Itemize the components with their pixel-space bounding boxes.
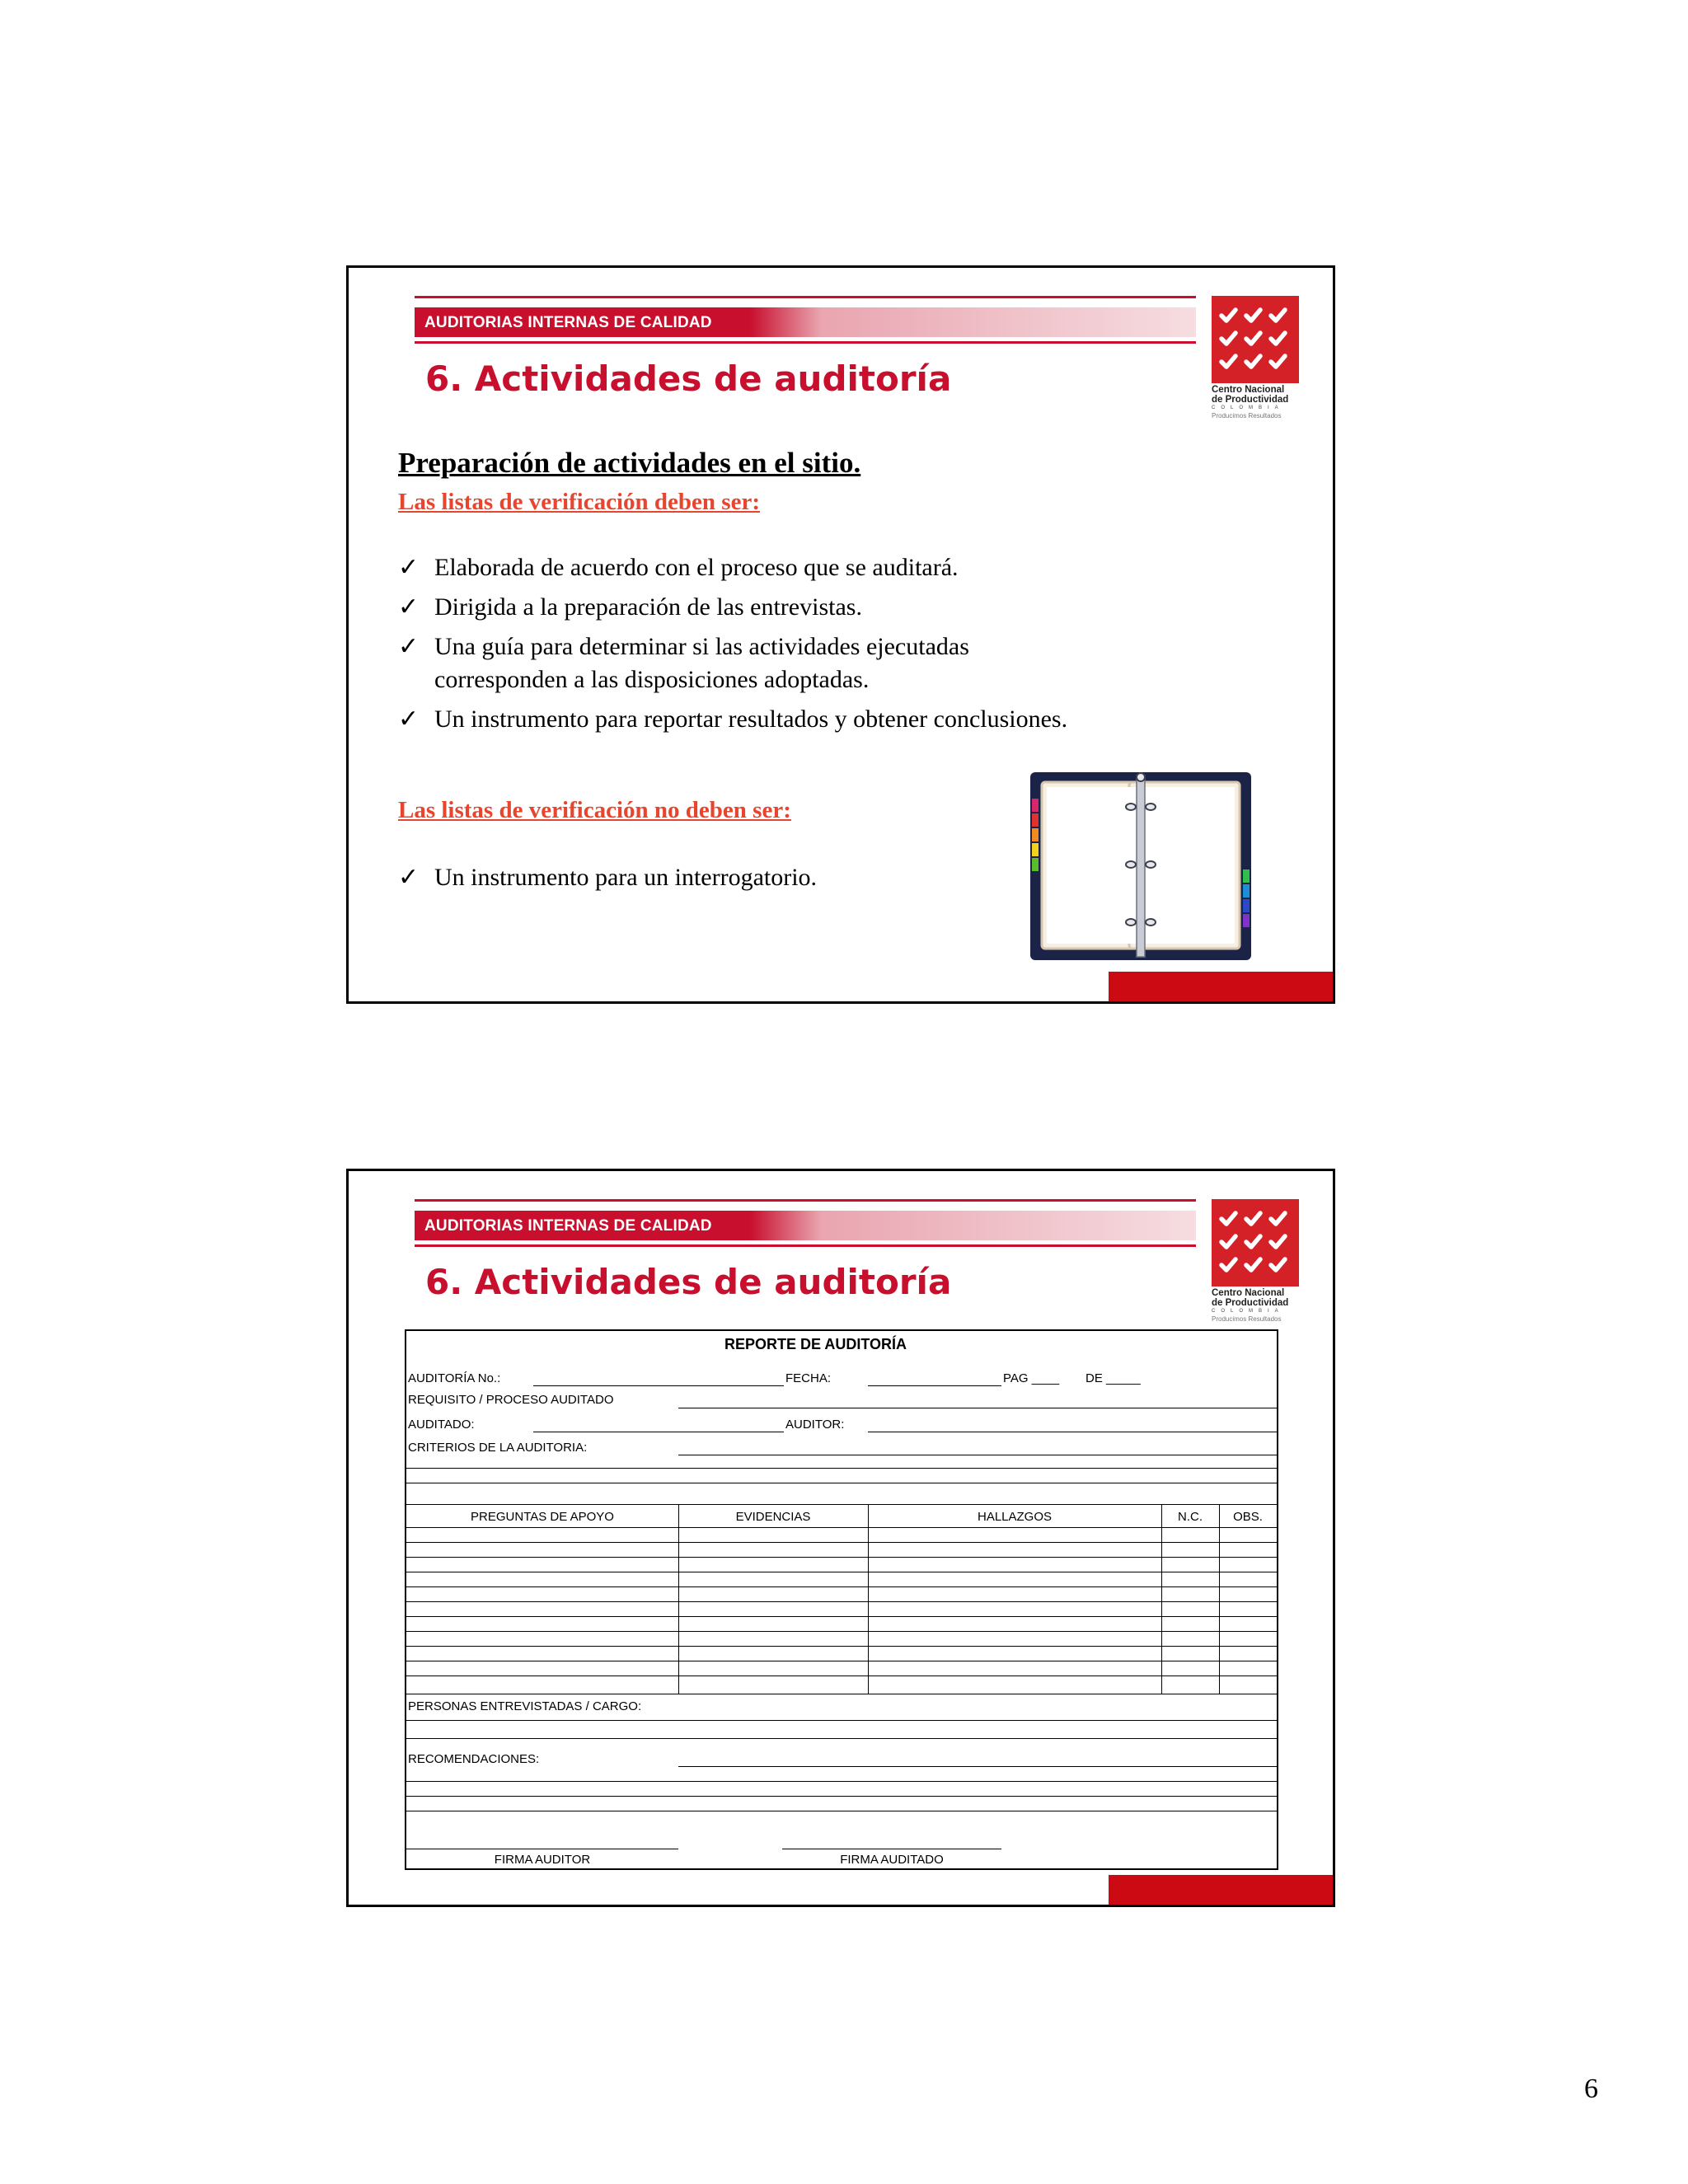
header-band-text: AUDITORIAS INTERNAS DE CALIDAD xyxy=(424,314,712,331)
check-icon: ✓ xyxy=(398,705,420,733)
logo-country: COLOMBIA xyxy=(1212,1309,1284,1314)
binder-icon xyxy=(1030,772,1251,960)
list-item: ✓ Elaborada de acuerdo con el proceso que se auditará. xyxy=(398,551,1074,584)
audit-report-form xyxy=(405,1329,1278,1870)
logo-name-line2: de Productividad xyxy=(1212,1298,1289,1308)
label-personas: PERSONAS ENTREVISTADAS / CARGO: xyxy=(408,1699,642,1713)
check-icon: ✓ xyxy=(398,593,420,621)
logo-name-line2: de Productividad xyxy=(1212,395,1289,405)
should-not-list xyxy=(398,861,1074,901)
check-icon: ✓ xyxy=(398,864,420,891)
header-band xyxy=(415,1211,1196,1240)
check-icon: ✓ xyxy=(398,554,420,581)
logo-country: COLOMBIA xyxy=(1212,405,1284,410)
header-rule-top xyxy=(415,1199,1196,1202)
list-item: ✓ Una guía para determinar si las actividades ejecutadas corresponden a las disposiciones adoptadas. xyxy=(398,630,1074,696)
header-band xyxy=(415,307,1196,337)
logo-tagline: Producimos Resultados xyxy=(1212,1315,1282,1323)
column-header: EVIDENCIAS xyxy=(735,1510,811,1524)
form-title: REPORTE DE AUDITORÍA xyxy=(724,1336,907,1352)
corner-bar xyxy=(1109,1875,1333,1905)
page-number: 6 xyxy=(1584,2074,1598,2104)
label-de: DE _____ xyxy=(1085,1371,1141,1385)
column-header: N.C. xyxy=(1178,1510,1203,1524)
label-criterios: CRITERIOS DE LA AUDITORIA: xyxy=(408,1441,588,1455)
logo-name-line1: Centro Nacional xyxy=(1212,1288,1285,1298)
corner-bar xyxy=(1109,972,1333,1001)
slide-2 xyxy=(346,1169,1335,1907)
label-firma-auditor: FIRMA AUDITOR xyxy=(494,1853,591,1867)
label-requisito: REQUISITO / PROCESO AUDITADO xyxy=(408,1393,614,1407)
label-pag: PAG ____ xyxy=(1003,1371,1060,1385)
label-auditoria-no: AUDITORÍA No.: xyxy=(408,1371,501,1385)
check-icon: ✓ xyxy=(398,633,420,660)
section-heading: Preparación de actividades en el sitio. xyxy=(398,447,861,479)
logo-name-line1: Centro Nacional xyxy=(1212,385,1285,395)
label-firma-auditado: FIRMA AUDITADO xyxy=(840,1853,944,1867)
logo-name xyxy=(1212,1288,1301,1308)
column-header: PREGUNTAS DE APOYO xyxy=(471,1510,614,1524)
logo-checkmarks-icon xyxy=(1212,1199,1299,1286)
column-header: HALLAZGOS xyxy=(977,1510,1053,1524)
logo-checkmarks-icon xyxy=(1212,296,1299,383)
list-item: ✓ Un instrumento para reportar resultados y obtener conclusiones. xyxy=(398,703,1074,736)
list-item: ✓ Un instrumento para un interrogatorio. xyxy=(398,861,1074,894)
subheading-should-not: Las listas de verificación no deben ser: xyxy=(398,797,791,823)
header-rule-top xyxy=(415,296,1196,298)
logo xyxy=(1212,296,1301,418)
slide-1 xyxy=(346,265,1335,1004)
column-header: OBS. xyxy=(1233,1510,1263,1524)
label-fecha: FECHA: xyxy=(785,1371,832,1385)
header-rule-bottom xyxy=(415,341,1196,344)
header-band-text: AUDITORIAS INTERNAS DE CALIDAD xyxy=(424,1217,712,1235)
should-list xyxy=(398,551,1074,743)
header-rule-bottom xyxy=(415,1244,1196,1247)
label-auditor: AUDITOR: xyxy=(785,1418,845,1432)
logo-tagline: Producimos Resultados xyxy=(1212,412,1282,419)
label-auditado: AUDITADO: xyxy=(408,1418,475,1432)
subheading-should: Las listas de verificación deben ser: xyxy=(398,489,760,515)
logo xyxy=(1212,1199,1301,1321)
label-recomendaciones: RECOMENDACIONES: xyxy=(408,1752,540,1766)
slide-title: 6. Actividades de auditoría xyxy=(425,1262,952,1302)
slide-title: 6. Actividades de auditoría xyxy=(425,359,952,399)
logo-name xyxy=(1212,385,1301,405)
list-item: ✓ Dirigida a la preparación de las entrevistas. xyxy=(398,591,1074,624)
